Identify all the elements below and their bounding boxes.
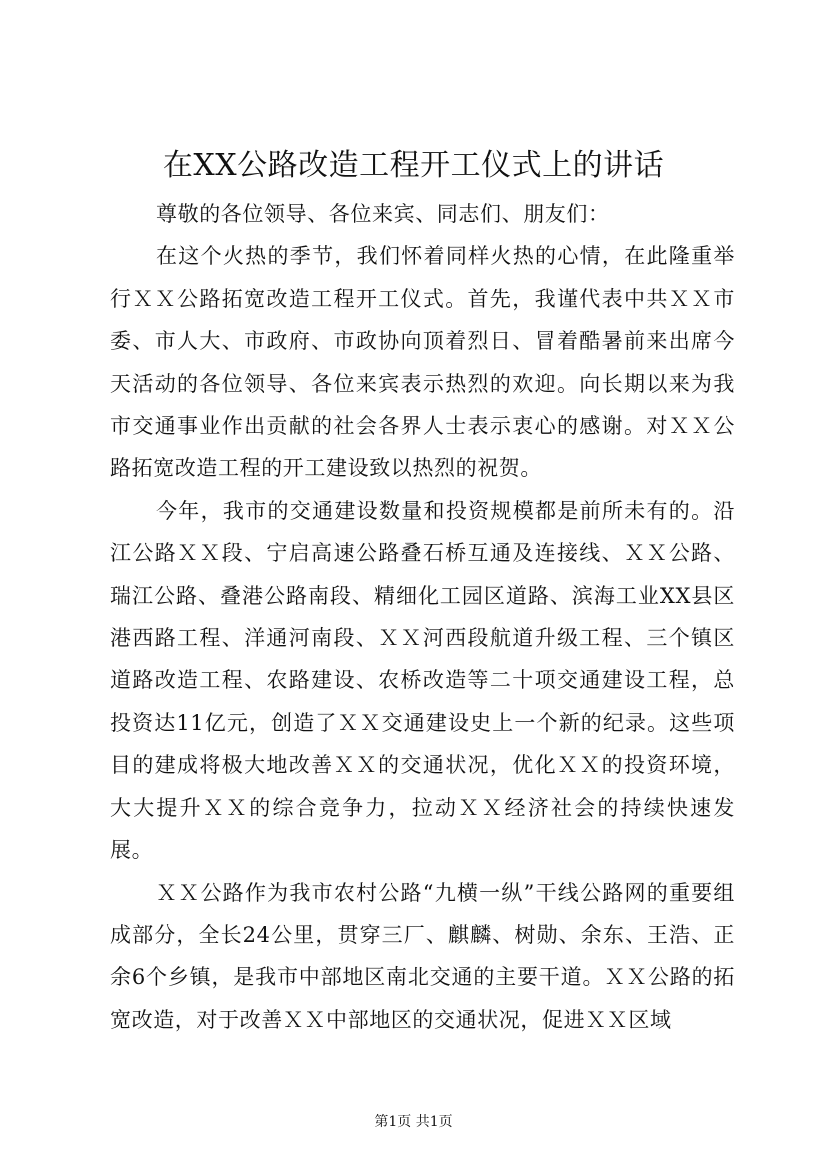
salutation-paragraph: 尊敬的各位领导、各位来宾、同志们、朋友们： bbox=[156, 202, 610, 226]
page-number-footer: 第1页 共1页 bbox=[374, 1114, 453, 1130]
road-description-paragraph: ＸＸ公路作为我市农村公路“九横一纵”干线公路网的重要组成部分，全长24公里，贯穿三厂、麒麟、树勋、余东、王浩、正余6个乡镇，是我市中部地区南北交通的主要干道。ＸＸ公路的拓宽改造，对于改善ＸＸ中部地区的交通状况，促进ＸＸ区域 bbox=[110, 880, 735, 1032]
document-body bbox=[110, 193, 735, 1041]
projects-paragraph: 今年，我市的交通建设数量和投资规模都是前所未有的。沿江公路ＸＸ段、宁启高速公路叠石桥互通及连接线、ＸＸ公路、瑞江公路、叠港公路南段、精细化工园区道路、滨海工业XX县区港西路工程、洋通河南段、ＸＸ河西段航道升级工程、三个镇区道路改造工程、农路建设、农桥改造等二十项交通建设工程，总投资达11亿元，创造了ＸＸ交通建设史上一个新的纪录。这些项目的建成将极大地改善ＸＸ的交通状况，优化ＸＸ的投资环境，大大提升ＸＸ的综合竞争力，拉动ＸＸ经济社会的持续快速发展。 bbox=[110, 498, 735, 863]
document-title: 在XX公路改造工程开工仪式上的讲话 bbox=[162, 148, 665, 183]
opening-paragraph: 在这个火热的季节，我们怀着同样火热的心情，在此隆重举行ＸＸ公路拓宽改造工程开工仪式。首先，我谨代表中共ＸＸ市委、市人大、市政府、市政协向顶着烈日、冒着酷暑前来出席今天活动的各位领导、各位来宾表示热烈的欢迎。向长期以来为我市交通事业作出贡献的社会各界人士表示衷心的感谢。对ＸＸ公路拓宽改造工程的开工建设致以热烈的祝贺。 bbox=[110, 244, 735, 481]
